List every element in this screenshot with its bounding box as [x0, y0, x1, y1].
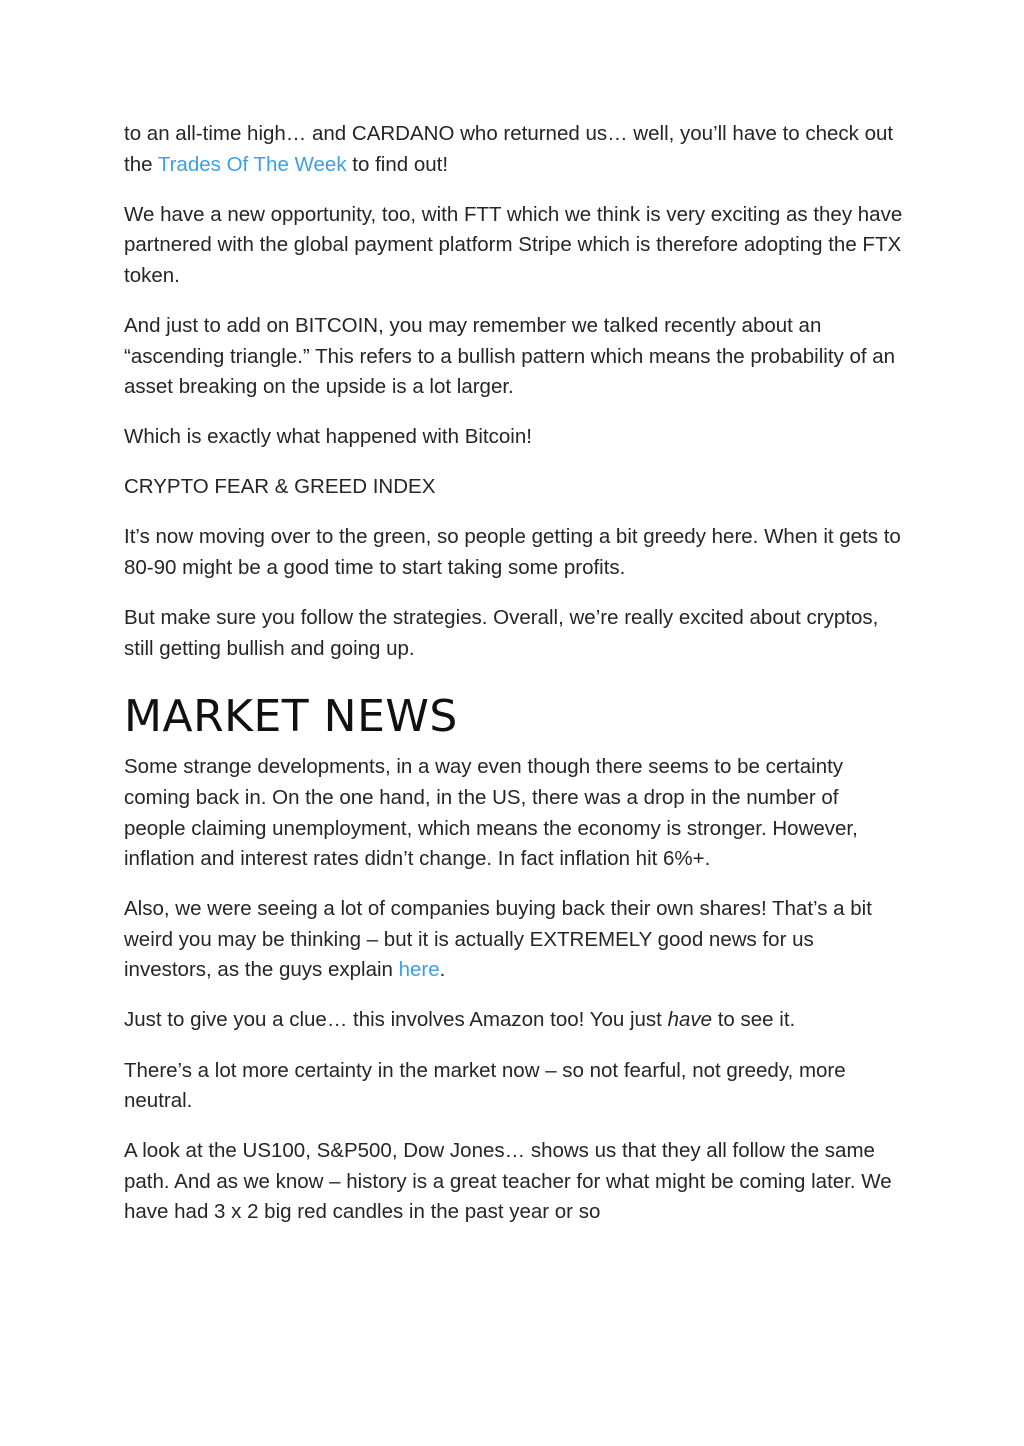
paragraph-buybacks — [124, 894, 904, 986]
paragraph-fear-greed-title: CRYPTO FEAR & GREED INDEX — [124, 475, 436, 499]
paragraph-certainty: There’s a lot more certainty in the market now – so not fearful, not greedy, more neutral. — [124, 1058, 846, 1113]
market-news-heading: MARKET NEWS — [124, 691, 458, 743]
paragraph-indices: A look at the US100, S&P500, Dow Jones… shows us that they all follow the same path. And as we know – history is a great teacher for what might be coming later. We have had 3 x 2 big red candles in the past year or so — [124, 1139, 892, 1224]
paragraph-text: to an all-time high… and CARDANO who returned us… well, you’ll have to check out the — [124, 122, 894, 176]
here-link[interactable]: here — [398, 958, 440, 982]
emphasis-have: have — [667, 1008, 713, 1032]
paragraph-bitcoin-triangle: And just to add on BITCOIN, you may remember we talked recently about an “ascending triangle.” This refers to a bullish pattern which means the probability of an asset breaking on the upside is a lot larger. — [124, 313, 896, 399]
paragraph-text: . — [439, 958, 446, 982]
paragraph-bitcoin-result: Which is exactly what happened with Bitcoin! — [124, 425, 532, 449]
paragraph-ftt-opportunity: We have a new opportunity, too, with FTT which we think is very exciting as they have partnered with the global payment platform Stripe which is therefore adopting the FTX token. — [124, 202, 903, 287]
paragraph-strategies: But make sure you follow the strategies. Overall, we’re really excited about cryptos, still getting bullish and going up. — [124, 606, 879, 660]
trades-of-the-week-link[interactable]: Trades Of The Week — [157, 152, 347, 176]
document-page — [124, 119, 904, 1248]
paragraph-text: Just to give you a clue… this involves Amazon too! You just — [124, 1008, 668, 1032]
paragraph-strange-developments: Some strange developments, in a way even though there seems to be certainty coming back in. On the one hand, in the US, there was a drop in the number of people claiming unemployment, which means the economy is stronger. However, inflation and interest rates didn’t change. In fact inflation hit 6%+. — [124, 755, 858, 871]
paragraph-fear-greed-green: It’s now moving over to the green, so people getting a bit greedy here. When it gets to 80-90 might be a good time to start taking some profits. — [124, 525, 901, 580]
paragraph-amazon-clue — [124, 1005, 904, 1036]
paragraph-text: to see it. — [712, 1008, 796, 1032]
paragraph-trades-of-week — [124, 119, 904, 180]
paragraph-text: to find out! — [346, 152, 449, 176]
paragraph-text: Also, we were seeing a lot of companies buying back their own shares! That’s a bit weird you may be thinking – but it is actually EXTREMELY good news for us investors, as the guys explain — [124, 897, 872, 982]
